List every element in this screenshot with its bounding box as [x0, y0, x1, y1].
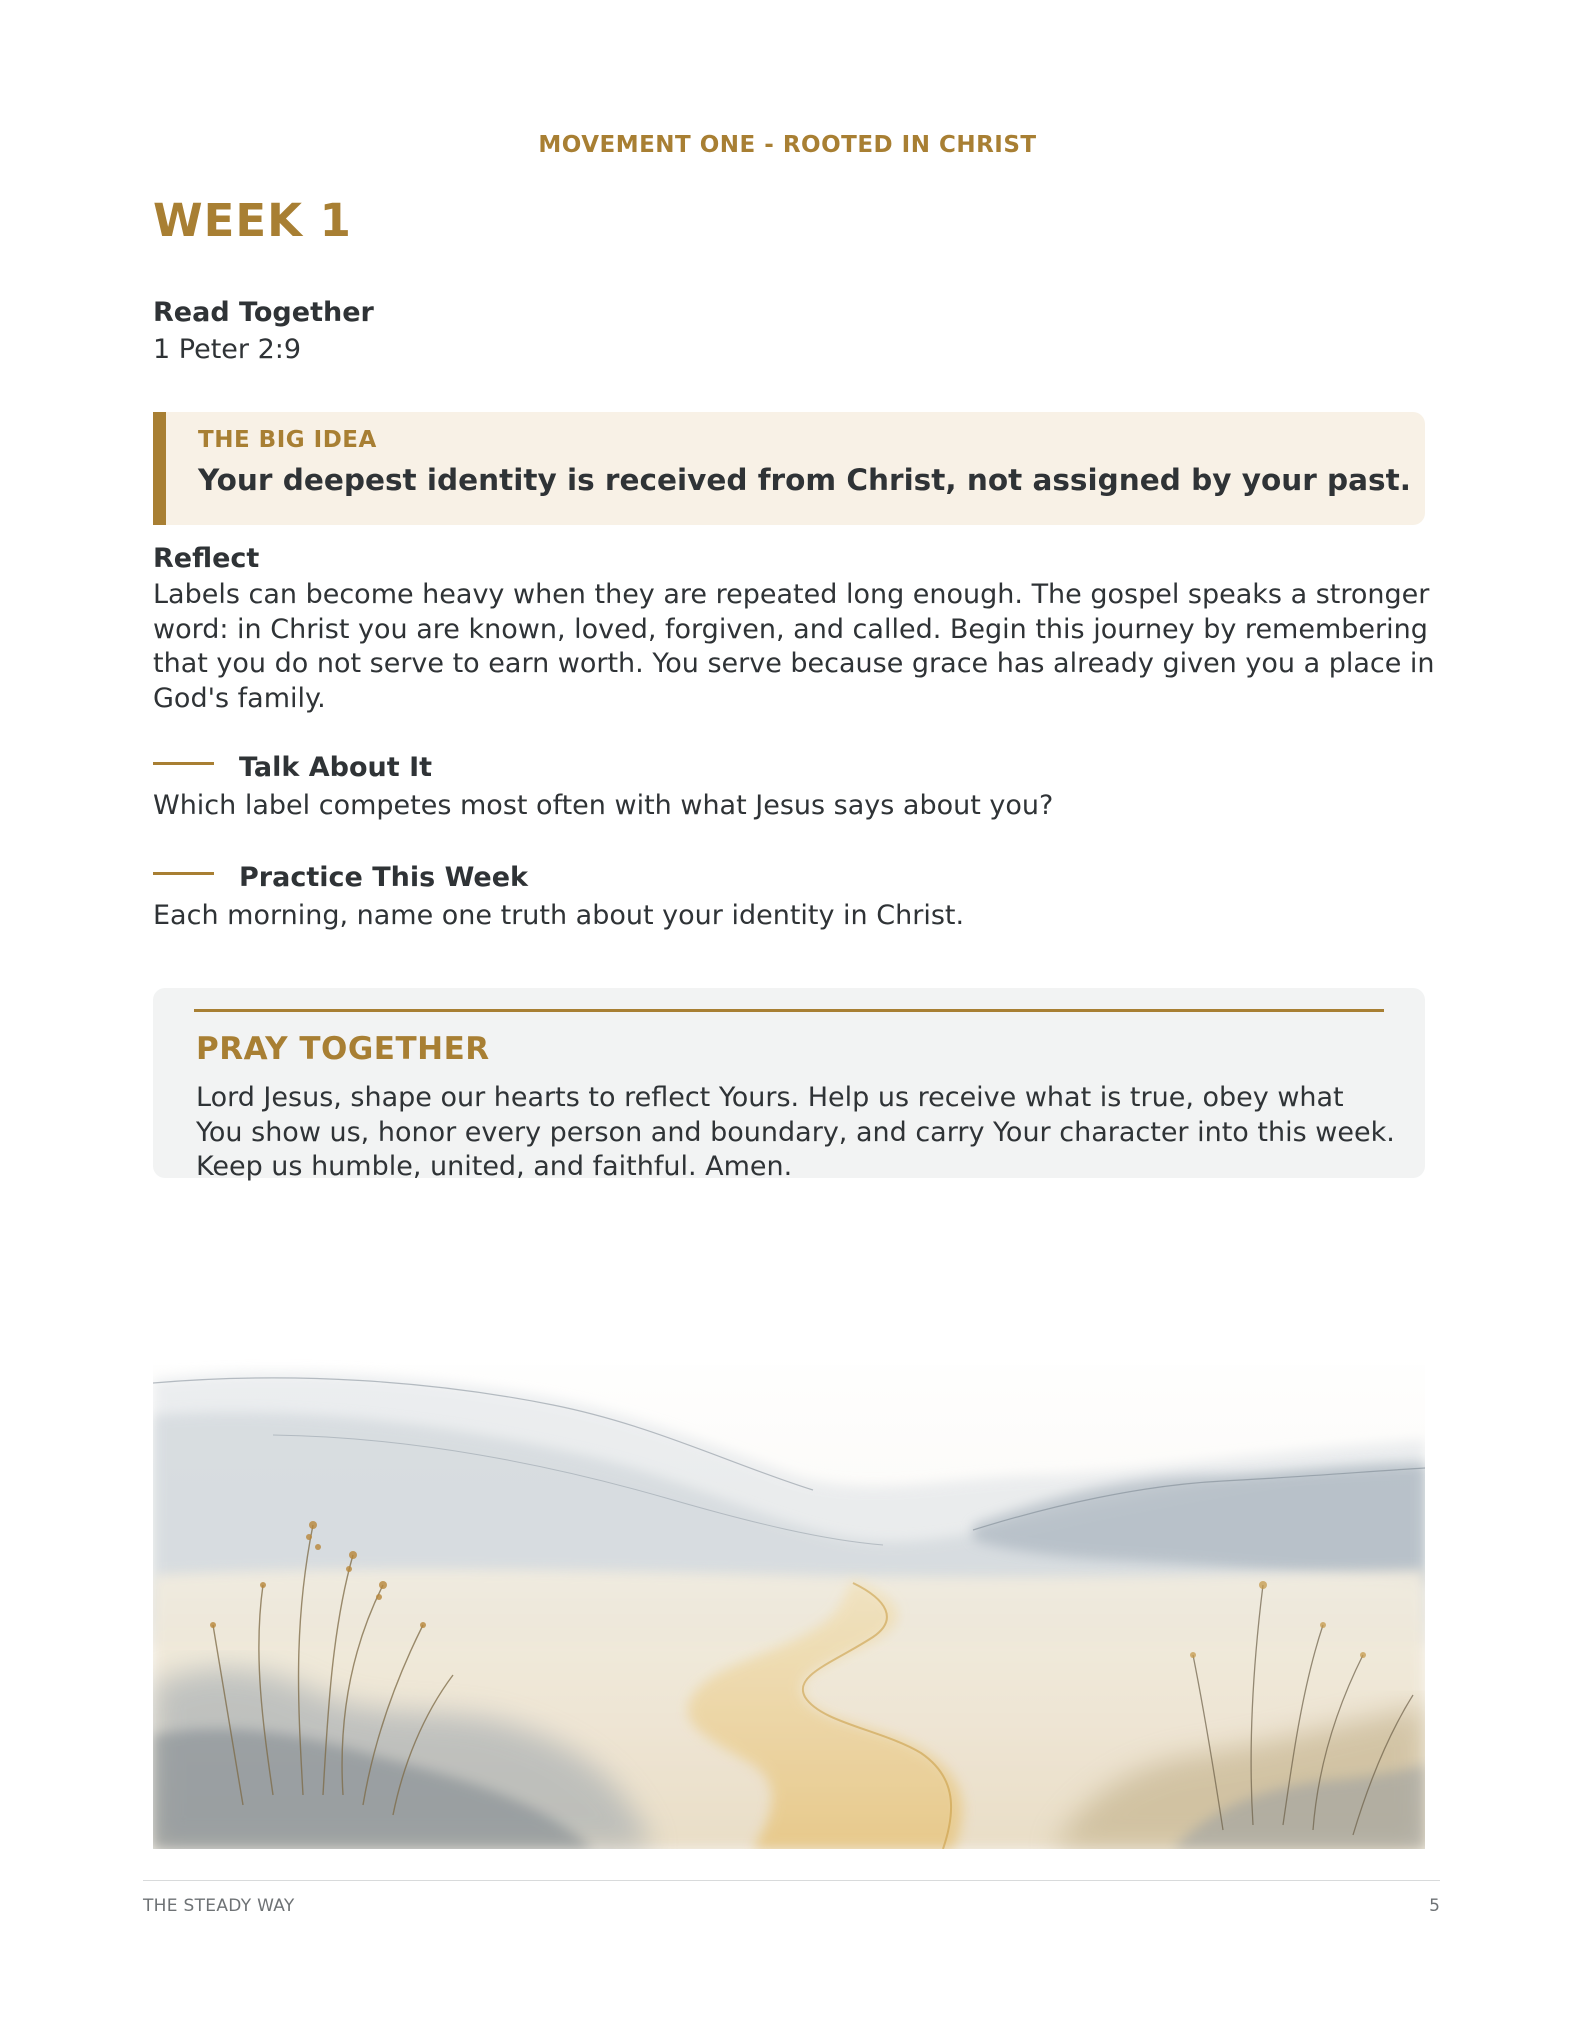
big-idea-callout — [153, 412, 1425, 525]
movement-heading: MOVEMENT ONE - ROOTED IN CHRIST — [538, 132, 1037, 158]
watercolor-landscape-illustration — [153, 1325, 1425, 1849]
prayer-label: PRAY TOGETHER — [196, 1031, 490, 1067]
prayer-accent-rule — [194, 1009, 1384, 1012]
scripture-reference: 1 Peter 2:9 — [153, 334, 302, 365]
talk-about-it-text: Which label competes most often with what Jesus says about you? — [153, 790, 1054, 821]
week-title: WEEK 1 — [153, 194, 352, 247]
footer-publication-title: THE STEADY WAY — [143, 1896, 295, 1916]
prayer-box — [153, 988, 1425, 1182]
reflect-text: Labels can become heavy when they are repeated long enough. The gospel speaks a stronger word: in Christ you are known, loved, forgiven, and called. Begin this journey by remembering that you do not serve to earn worth. You serve because grace has already given you a place in God's family. — [153, 579, 1435, 714]
big-idea-label: THE BIG IDEA — [198, 427, 377, 453]
talk-accent-rule — [153, 762, 214, 765]
talk-about-it-label: Talk About It — [239, 752, 433, 783]
prayer-text: Lord Jesus, shape our hearts to reflect Yours. Help us receive what is true, obey what You show us, honor every person and boundary, and carry Your character into this week. Keep us humble, united, and faithful. Amen. — [196, 1082, 1395, 1182]
practice-accent-rule — [153, 872, 214, 875]
footer-divider — [143, 1880, 1440, 1881]
footer-page-number: 5 — [1429, 1896, 1440, 1916]
practice-label: Practice This Week — [239, 862, 528, 893]
read-together-label: Read Together — [153, 297, 374, 328]
practice-text: Each morning, name one truth about your identity in Christ. — [153, 900, 965, 931]
reflect-label: Reflect — [153, 543, 260, 574]
big-idea-text: Your deepest identity is received from Christ, not assigned by your past. — [198, 463, 1411, 497]
